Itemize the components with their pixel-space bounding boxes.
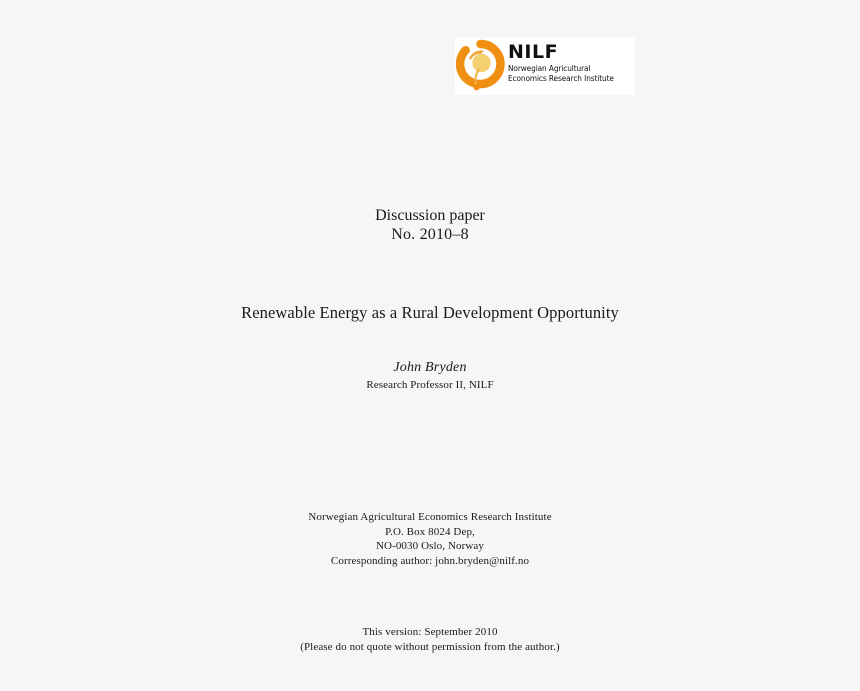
page-title: Renewable Energy as a Rural Development Opportunity [241,303,619,322]
nilf-logo [455,38,635,95]
series-number: No. 2010–8 [391,226,469,243]
nilf-subtitle-line-2: Economics Research Institute [508,73,614,83]
version-notice [0,625,860,654]
corresponding-author-email: Corresponding author: john.bryden@nilf.no [330,554,530,567]
author-name: John Bryden [393,360,467,375]
series-label: Discussion paper [375,207,485,224]
author-affiliation: Research Professor II, NILF [366,379,494,391]
nilf-wordmark: NILF [508,41,559,63]
nilf-subtitle-line-1: Norwegian Agricultural [508,64,591,73]
publisher-city: NO-0030 Oslo, Norway [375,540,484,553]
publisher-address [0,510,860,568]
publisher-po-box: P.O. Box 8024 Dep, [385,525,475,538]
nilf-seedling-icon [451,36,509,96]
quote-permission-notice: (Please do not quote without permission from the author.) [300,640,560,653]
nilf-logo-text [508,42,634,83]
series-block [0,206,860,244]
author-block [0,359,860,392]
version-date: This version: September 2010 [362,626,498,638]
publisher-name: Norwegian Agricultural Economics Research Institute [308,511,552,523]
